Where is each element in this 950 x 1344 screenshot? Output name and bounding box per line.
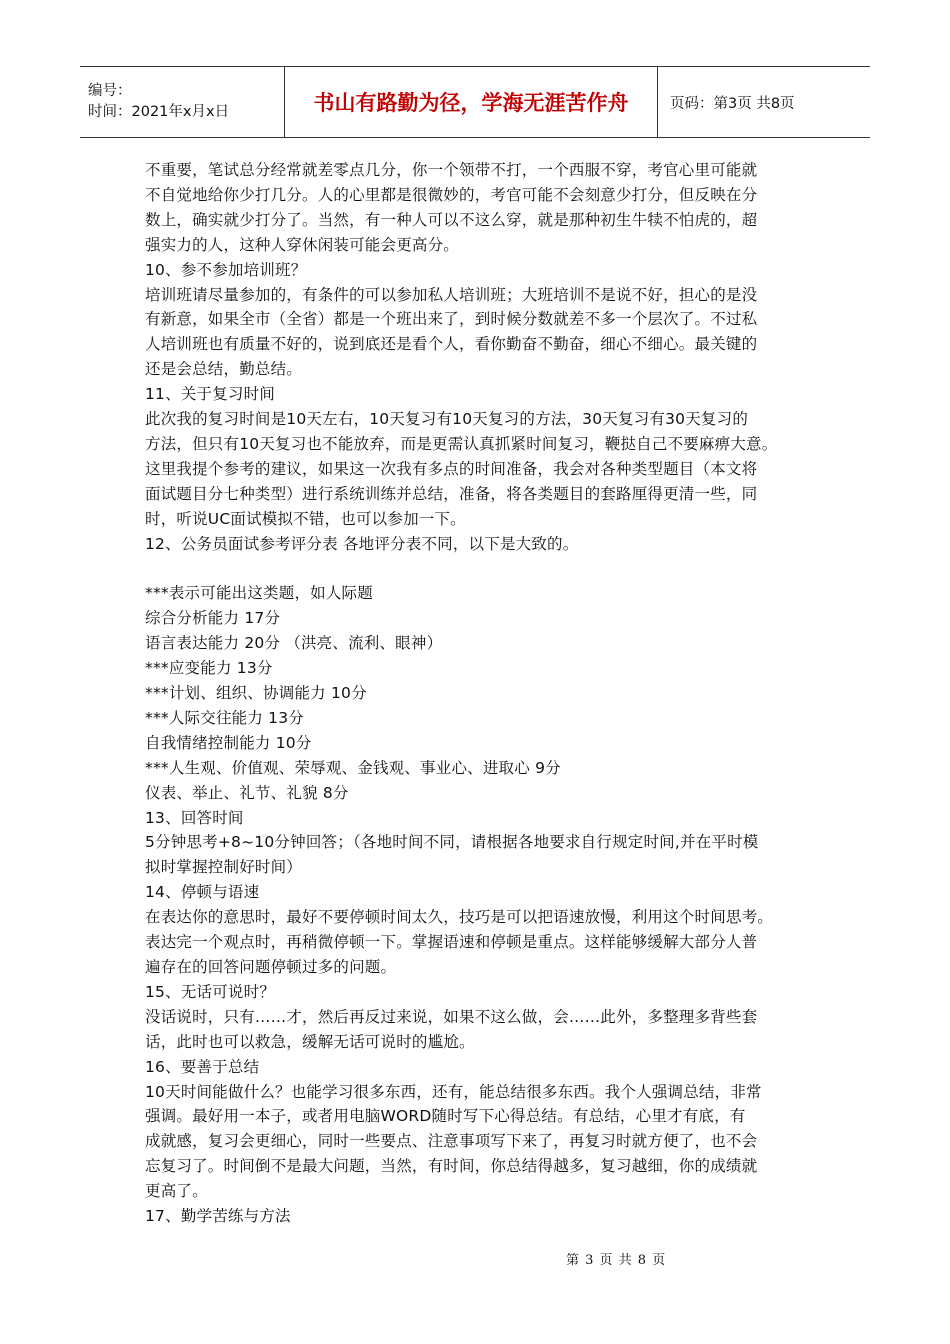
- body-line: 自我情绪控制能力 10分: [145, 733, 312, 752]
- page-footer: [566, 1249, 666, 1268]
- body-line: 不自觉地给你少打几分。人的心里都是很微妙的，考官可能不会刻意少打分，但反映在分: [145, 185, 758, 204]
- body-line: 强调。最好用一本子，或者用电脑WORD随时写下心得总结。有总结，心里才有底，有: [145, 1107, 746, 1126]
- body-line: 不重要，笔试总分经常就差零点几分，你一个领带不打，一个西服不穿，考官心里可能就: [145, 161, 758, 179]
- document-number-label: 编号：: [88, 83, 132, 99]
- body-line: 话，此时也可以救急，缓解无话可说时的尴尬。: [145, 1032, 475, 1051]
- motto-text: 书山有路勤为径，学海无涯苦作舟: [313, 91, 629, 115]
- body-line: 综合分析能力 17分: [145, 609, 281, 628]
- body-line: 强实力的人，这种人穿休闲装可能会更高分。: [145, 235, 460, 254]
- body-line: 成就感，复习会更细心，同时一些要点、注意事项写下来了，再复习时就方便了，也不会: [145, 1132, 758, 1151]
- header-motto: [284, 67, 658, 137]
- body-line: 13、回答时间: [145, 808, 244, 827]
- body-line: 15、无话可说时？: [145, 982, 276, 1001]
- body-line: 忘复习了。时间倒不是最大问题，当然，有时间，你总结得越多，复习越细，你的成绩就: [145, 1157, 758, 1176]
- body-line: 11、关于复习时间: [145, 385, 276, 404]
- body-line: 更高了。: [145, 1182, 208, 1201]
- body-line: ***表示可能出这类题，如人际题: [145, 584, 373, 603]
- body-line: ***人生观、价值观、荣辱观、金钱观、事业心、进取心 9分: [145, 758, 561, 777]
- header-page-info: [658, 67, 870, 137]
- body-line: 遍存在的回答问题停顿过多的问题。: [145, 957, 397, 976]
- body-line: 仪表、举止、礼节、礼貌 8分: [145, 783, 349, 802]
- body-line: 这里我提个参考的建议，如果这一次我有多点的时间准备，我会对各种类型题目（本文将: [145, 459, 758, 478]
- body-line: 还是会总结，勤总结。: [145, 360, 303, 379]
- page-header: [80, 66, 870, 138]
- body-line: 14、停顿与语速: [145, 883, 260, 902]
- body-line: 培训班请尽量参加的，有条件的可以参加私人培训班；大班培训不是说不好，担心的是没: [145, 285, 758, 304]
- body-line: 在表达你的意思时，最好不要停顿时间太久，技巧是可以把语速放慢，利用这个时间思考。: [145, 908, 774, 927]
- body-line: 没话说时，只有……才，然后再反过来说，如果不这么做，会……此外，多整理多背些套: [145, 1007, 758, 1026]
- footer-page-number: 第 3 页 共 8 页: [566, 1253, 667, 1268]
- header-meta: [80, 67, 284, 137]
- blank-line: [145, 557, 825, 582]
- body-line: 10天时间能做什么？也能学习很多东西，还有，能总结很多东西。我个人强调总结，非常: [145, 1082, 762, 1101]
- header-page-label: 页码：第3页 共8页: [670, 95, 795, 112]
- body-line: 语言表达能力 20分 （洪亮、流利、眼神）: [145, 634, 443, 653]
- body-line: ***计划、组织、协调能力 10分: [145, 684, 367, 703]
- body-line: 16、要善于总结: [145, 1057, 260, 1076]
- body-line: 时，听说UC面试模拟不错，也可以参加一下。: [145, 509, 466, 528]
- body-line: 面试题目分七种类型）进行系统训练并总结，准备，将各类题目的套路厘得更清一些，同: [145, 484, 758, 503]
- body-line: 人培训班也有质量不好的，说到底还是看个人，看你勤奋不勤奋，细心不细心。最关键的: [145, 335, 758, 354]
- body-line: 有新意，如果全市（全省）都是一个班出来了，到时候分数就差不多一个层次了。不过私: [145, 310, 758, 329]
- body-line: 表达完一个观点时，再稍微停顿一下。掌握语速和停顿是重点。这样能够缓解大部分人普: [145, 933, 758, 952]
- body-line: 此次我的复习时间是10天左右，10天复习有10天复习的方法，30天复习有30天复习的: [145, 410, 749, 429]
- body-line: ***人际交往能力 13分: [145, 708, 305, 727]
- body-line: 5分钟思考+8~10分钟回答；（各地时间不同，请根据各地要求自行规定时间,并在平时模: [145, 833, 759, 852]
- body-line: 方法，但只有10天复习也不能放弃，而是更需认真抓紧时间复习，鞭挞自己不要麻痹大意。: [145, 434, 778, 453]
- document-date-label: 时间：2021年x月x日: [88, 104, 230, 120]
- body-line: 10、参不参加培训班？: [145, 260, 307, 279]
- body-line: 12、公务员面试参考评分表 各地评分表不同，以下是大致的。: [145, 534, 579, 553]
- document-body: [145, 158, 825, 1229]
- body-line: ***应变能力 13分: [145, 659, 273, 678]
- body-line: 17、勤学苦练与方法: [145, 1207, 291, 1226]
- body-line: 拟时掌握控制好时间）: [145, 858, 303, 877]
- body-line: 数上，确实就少打分了。当然，有一种人可以不这么穿，就是那种初生牛犊不怕虎的，超: [145, 210, 758, 229]
